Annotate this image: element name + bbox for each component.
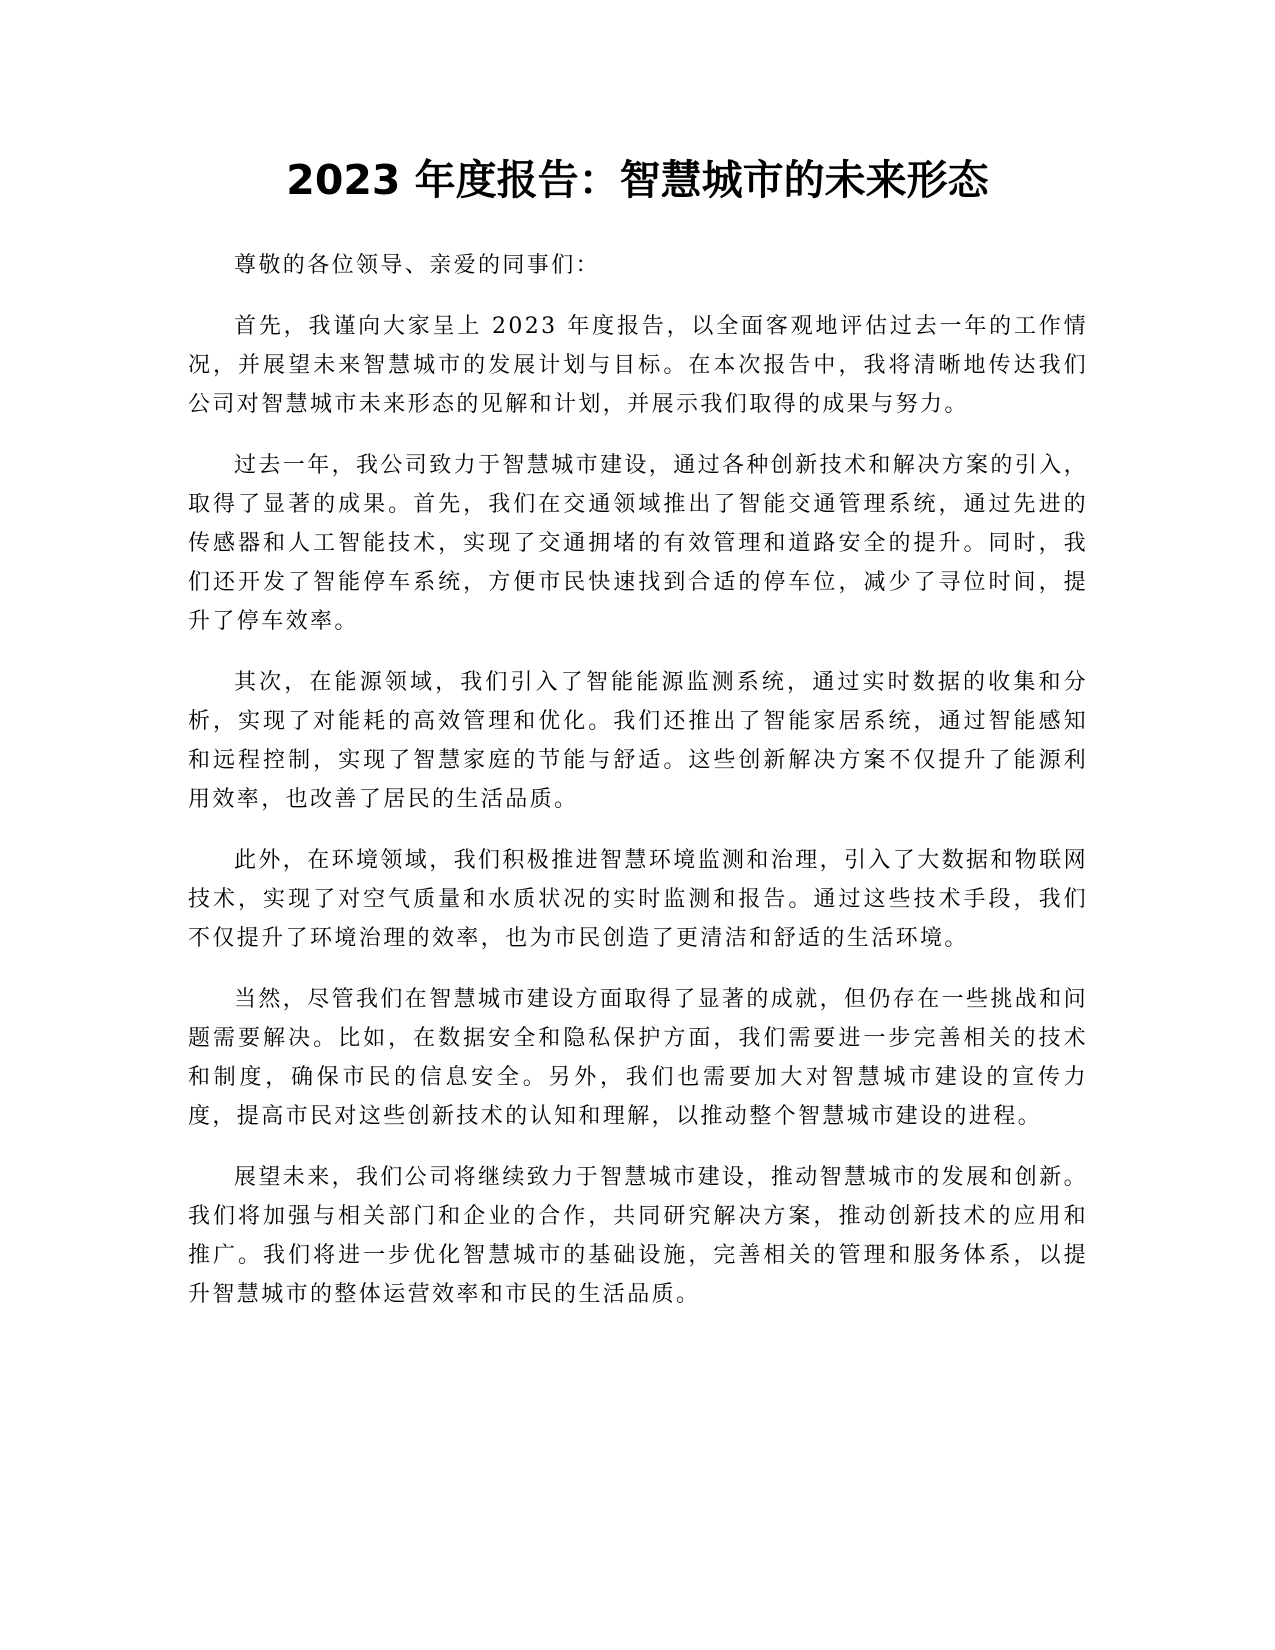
paragraph-intro: 首先，我谨向大家呈上 2023 年度报告，以全面客观地评估过去一年的工作情况，并展望未来智慧城市的发展计划与目标。在本次报告中，我将清晰地传达我们公司对智慧城市未来形态的见解和计划，并展示我们取得的成果与努力。 xyxy=(188,314,1088,417)
paragraph-challenges: 当然，尽管我们在智慧城市建设方面取得了显著的成就，但仍存在一些挑战和问题需要解决。比如，在数据安全和隐私保护方面，我们需要进一步完善相关的技术和制度，确保市民的信息安全。另外，我们也需要加大对智慧城市建设的宣传力度，提高市民对这些创新技术的认知和理解，以推动整个智慧城市建设的进程。 xyxy=(188,987,1089,1129)
greeting-paragraph: 尊敬的各位领导、亲爱的同事们： xyxy=(234,253,601,278)
paragraph-energy: 其次，在能源领域，我们引入了智能能源监测系统，通过实时数据的收集和分析，实现了对能耗的高效管理和优化。我们还推出了智能家居系统，通过智能感知和远程控制，实现了智慧家庭的节能与舒适。这些创新解决方案不仅提升了能源利用效率，也改善了居民的生活品质。 xyxy=(188,670,1088,812)
paragraph-outlook: 展望未来，我们公司将继续致力于智慧城市建设，推动智慧城市的发展和创新。我们将加强与相关部门和企业的合作，共同研究解决方案，推动创新技术的应用和推广。我们将进一步优化智慧城市的基础设施，完善相关的管理和服务体系，以提升智慧城市的整体运营效率和市民的生活品质。 xyxy=(188,1165,1089,1307)
paragraph-transport: 过去一年，我公司致力于智慧城市建设，通过各种创新技术和解决方案的引入，取得了显著的成果。首先，我们在交通领域推出了智能交通管理系统，通过先进的传感器和人工智能技术，实现了交通拥堵的有效管理和道路安全的提升。同时，我们还开发了智能停车系统，方便市民快速找到合适的停车位，减少了寻位时间，提升了停车效率。 xyxy=(188,453,1089,634)
paragraph-environment: 此外，在环境领域，我们积极推进智慧环境监测和治理，引入了大数据和物联网技术，实现了对空气质量和水质状况的实时监测和报告。通过这些技术手段，我们不仅提升了环境治理的效率，也为市民创造了更清洁和舒适的生活环境。 xyxy=(188,848,1089,951)
document-body xyxy=(188,246,1088,1336)
document-title: 2023 年度报告：智慧城市的未来形态 xyxy=(286,156,989,204)
